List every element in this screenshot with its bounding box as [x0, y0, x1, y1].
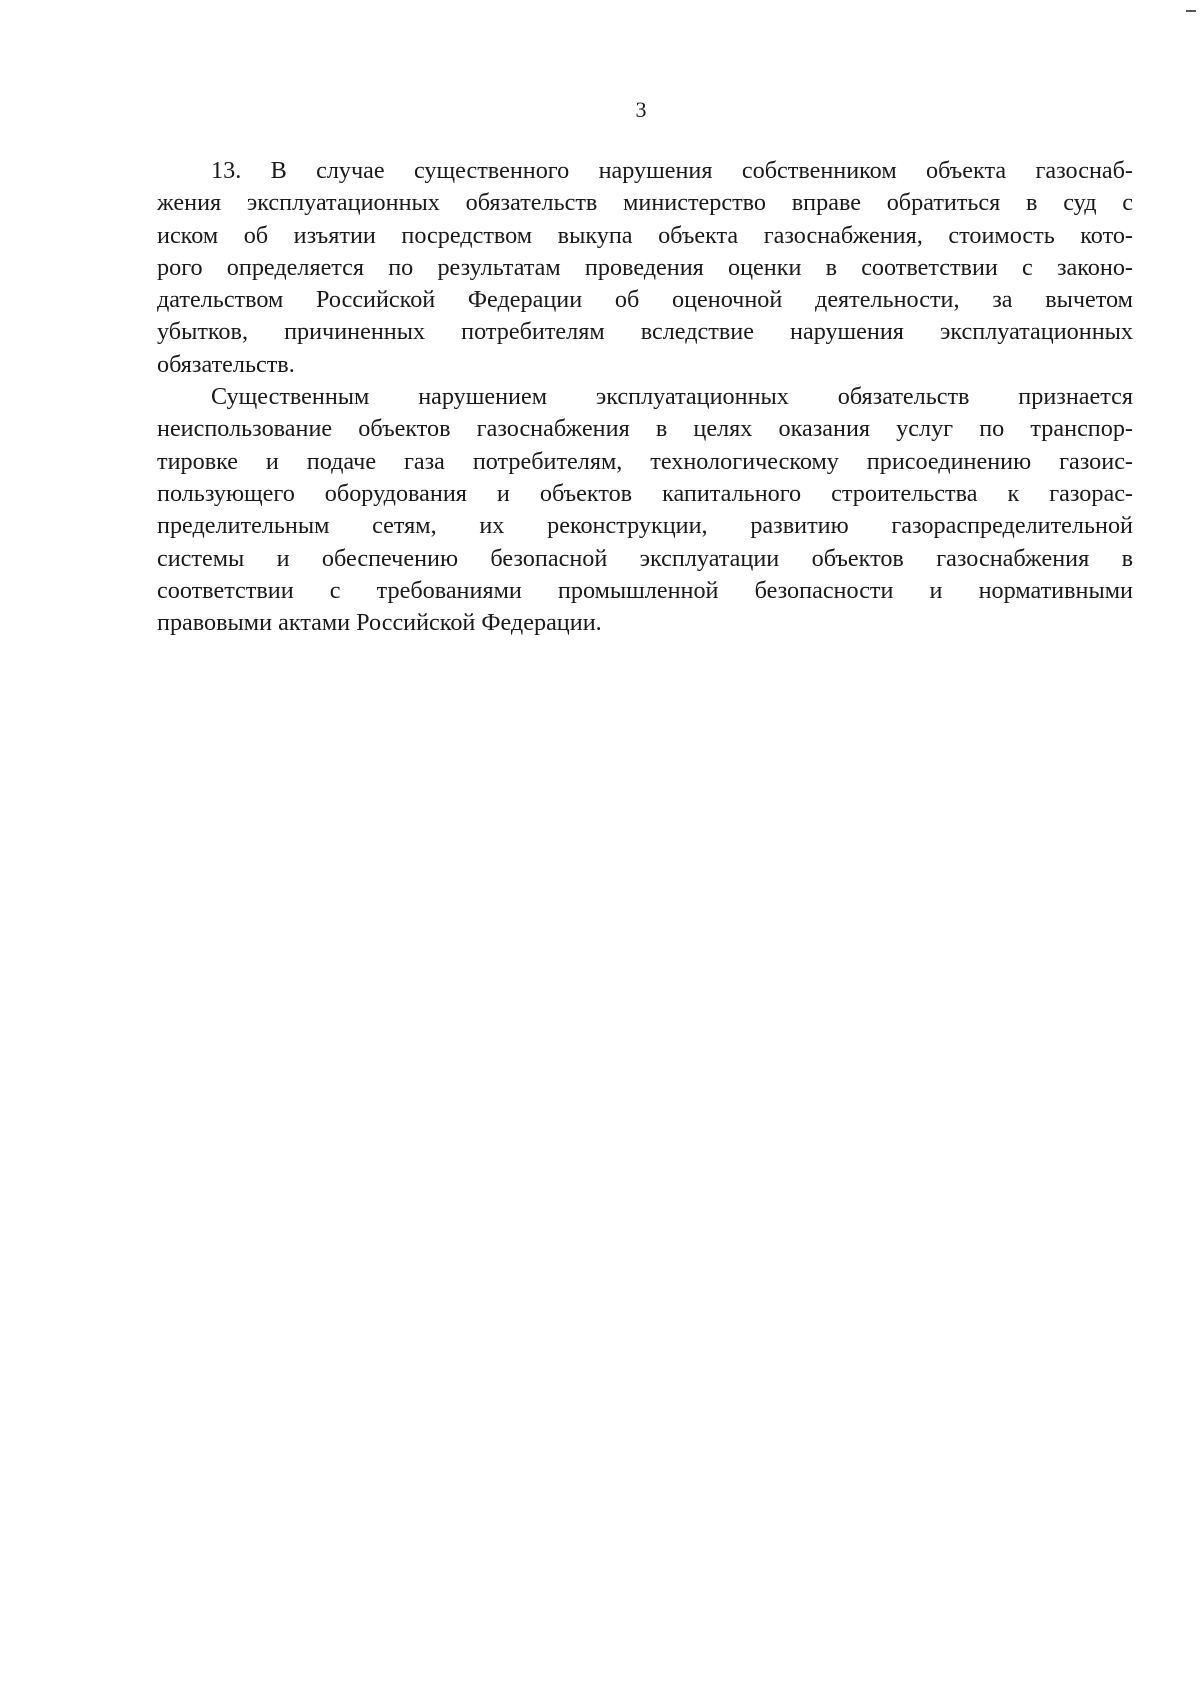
- paragraph-line: убытков, причиненных потребителям вследствие нарушения эксплуатационных: [157, 318, 1133, 346]
- paragraph-line: рого определяется по результатам проведения оценки в соответствии с законо-: [157, 253, 1133, 281]
- paragraph-line: тировке и подаче газа потребителям, технологическому присоединению газоис-: [157, 447, 1133, 475]
- paragraph-line: неиспользование объектов газоснабжения в целях оказания услуг по транспор-: [157, 415, 1133, 443]
- paragraph-definition: [157, 381, 1133, 639]
- paragraph-13: [157, 155, 1133, 381]
- page-number: 3: [635, 97, 647, 122]
- paragraph-line: пользующего оборудования и объектов капитального строительства к газорас-: [157, 479, 1133, 507]
- paragraph-line: системы и обеспечению безопасной эксплуатации объектов газоснабжения в: [157, 544, 1133, 572]
- paragraph-line: жения эксплуатационных обязательств министерство вправе обратиться в суд с: [157, 189, 1133, 217]
- paragraph-line: иском об изъятии посредством выкупа объекта газоснабжения, стоимость кото-: [157, 221, 1133, 249]
- scan-artifact-mark: [1186, 10, 1196, 12]
- paragraph-line: соответствии с требованиями промышленной безопасности и нормативными: [157, 576, 1133, 604]
- paragraph-line: правовыми актами Российской Федерации.: [157, 609, 602, 637]
- paragraph-line: 13. В случае существенного нарушения собственником объекта газоснаб-: [211, 157, 1133, 184]
- paragraph-line: пределительным сетям, их реконструкции, развитию газораспределительной: [157, 512, 1133, 540]
- paragraph-line: дательством Российской Федерации об оценочной деятельности, за вычетом: [157, 286, 1133, 314]
- paragraph-line: обязательств.: [157, 350, 295, 378]
- paragraph-line: Существенным нарушением эксплуатационных обязательств признается: [211, 383, 1133, 411]
- document-body: [157, 155, 1133, 639]
